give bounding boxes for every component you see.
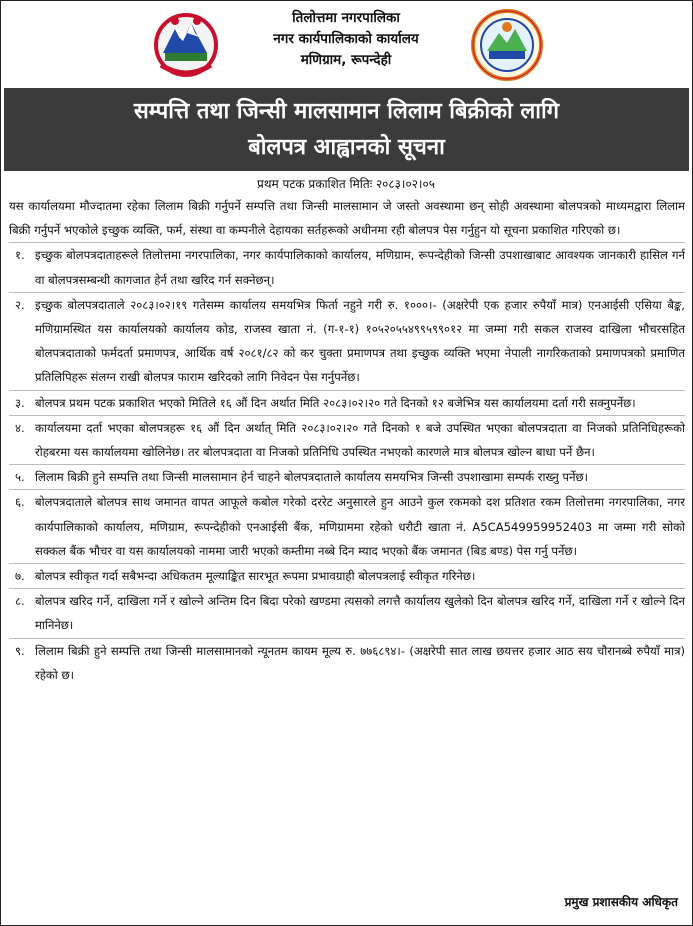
condition-item (9, 242, 685, 291)
signatory-title: प्रमुख प्रशासकीय अधिकृत (564, 895, 678, 909)
condition-text: कार्यालयमा दर्ता भएका बोलपत्रहरू १६ औं दिन अर्थात् मिति २०८३।०२।२० गते दिनको १ बजे उपस्थित भएका बोलपत्रदाता वा निजको प्रतिनिधिहरूको रोहबरमा यस कार्यालयमा खोलिनेछ। तर बोलपत्रदाता वा निजको प्रतिनिधि उपस्थित नभएको कारणले मात्र बोलपत्र खोल्न बाधा पर्ने छैन। (35, 420, 685, 460)
condition-list (9, 242, 685, 687)
condition-item (9, 292, 685, 390)
condition-number: २. (15, 297, 25, 312)
condition-text: इच्छुक बोलपत्रदाताहरूले तिलोत्तमा नगरपालिका, नगर कार्यपालिकाको कार्यालय, मणिग्राम, रूपन्देहीको जिन्सी उपशाखाबाट आवश्यक जानकारी हासिल गर्न वा बोलपत्रसम्बन्धी कागजात हेर्न तथा खरिद गर्न सक्नेछन्। (35, 248, 685, 287)
condition-text: बोलपत्रदाताले बोलपत्र साथ जमानत वापत आफूले कबोल गरेको दररेट अनुसारले हुन आउने कुल रकमको दश प्रतिशत रकम तिलोत्तमा नगरपालिका, नगर कार्यपालिकाको कार्यालय, मणिग्राम, रूपन्देहीको एनआईसी बैंक, मणिग्राममा रहेको धरौटी खाता नं. A5CA549959952403 मा जम्मा गरी सोको सक्कल बैंक भौचर वा यस कार्यालयको नाममा जारी भएको कम्तीमा नब्बे दिन म्याद भएको बैंक जमानत (बिड बण्ड) पेस गर्नु पर्नेछ। (35, 495, 685, 558)
org-line-3: मणिग्राम, रूपन्देही (300, 52, 392, 68)
condition-item (9, 563, 685, 588)
title-line-2: बोलपत्र आह्वानको सूचना (248, 134, 445, 160)
condition-text: बोलपत्र खरिद गर्ने, दाखिला गर्ने र खोल्ने अन्तिम दिन बिदा परेको खण्डमा त्यसको लगत्तै कार्यालय खुलेको दिन बोलपत्र खरिद गर्ने, दाखिला गर्ने र खोल्ने दिन मानिनेछ। (35, 594, 685, 633)
condition-number: ७. (15, 569, 25, 584)
nepal-emblem-logo (151, 7, 221, 83)
intro-paragraph: यस कार्यालयमा मौज्दातमा रहेका लिलाम बिक्री गर्नुपर्ने सम्पत्ति तथा जिन्सी मालसामान जे जस्तो अवस्थामा छन् सोही अवस्थामा बोलपत्रको माध्यमद्वारा लिलाम बिक्री गर्नुपर्ने भएकोले इच्छुक व्यक्ति, फर्म, संस्था वा कम्पनीले देहायका सर्तहरूको अधीनमा रही बोलपत्र पेस गर्नुहुन यो सूचना प्रकाशित गरिएको छ। (9, 199, 685, 238)
published-date: प्रथम पटक प्रकाशित मितिः २०८३।०२।०५ (257, 177, 435, 191)
condition-item (9, 638, 685, 687)
org-line-1: तिलोत्तमा नगरपालिका (292, 10, 400, 26)
org-line-2: नगर कार्यपालिकाको कार्यालय (273, 31, 419, 47)
condition-text: लिलाम बिक्री हुने सम्पत्ति तथा जिन्सी मालसामान हेर्न चाहने बोलपत्रदाताले कार्यालय समयभित्र जिन्सी उपशाखामा सम्पर्क राख्नु पर्नेछ। (35, 470, 589, 485)
condition-number: ३. (15, 395, 25, 410)
condition-item (9, 390, 685, 415)
notice-title-banner (4, 88, 689, 171)
condition-text: लिलाम बिक्री हुने सम्पत्ति तथा जिन्सी मालसामानको न्यूनतम कायम मूल्य रु. ७७६८९४।- (अक्षरेपी सात लाख छयत्तर हजार आठ सय चौरानब्बे रुपैयाँ मात्र) रहेको छ। (35, 643, 685, 682)
condition-item (9, 489, 685, 563)
condition-number: १. (15, 248, 25, 263)
condition-text: बोलपत्र प्रथम पटक प्रकाशित भएको मितिले १६ औं दिन अर्थात मिति २०८३।०२।२० गते दिनको १२ बजेभित्र यस कार्यालयमा दर्ता गरी सक्नुपर्नेछ। (35, 395, 636, 410)
condition-item (9, 415, 685, 464)
title-line-1: सम्पत्ति तथा जिन्सी मालसामान लिलाम बिक्रीको लागि (133, 98, 560, 124)
condition-number: ४. (15, 420, 25, 435)
condition-item (9, 588, 685, 637)
municipality-seal-logo (469, 7, 545, 83)
notice-header (1, 1, 691, 87)
organization-name (231, 8, 461, 71)
condition-text: इच्छुक बोलपत्रदाताले २०८३।०२।१९ गतेसम्म कार्यालय समयभित्र फिर्ता नहुने गरी रु. १०००।- (अक्षरेपी एक हजार रुपैयाँ मात्र) एनआईसी एसिया बैङ्क, मणिग्रामस्थित यस कार्यालयको कार्यालय कोड, राजस्व खाता नं. (ग-१-१) १०५२०५५४९९५९९०१२ मा जम्मा गरी सकल राजस्व दाखिला भौचरसहित बोलपत्रदाताको फर्मदर्ता प्रमाणपत्र, आर्थिक वर्ष २०८१/८२ को कर चुक्ता प्रमाणपत्र तथा इच्छुक व्यक्ति भएमा नेपाली नागरिकताको प्रमाणपत्रको प्रमाणित प्रतिलिपिहरू संलग्न राखी बोलपत्र फाराम खरिदको लागि निवेदन पेस गर्नुपर्नेछ। (35, 297, 685, 385)
condition-number: ६. (15, 495, 25, 510)
condition-number: ८. (15, 594, 25, 609)
condition-number: ५. (15, 470, 25, 485)
notice-body (9, 194, 685, 687)
condition-item (9, 464, 685, 489)
condition-number: ९. (15, 643, 25, 658)
condition-text: बोलपत्र स्वीकृत गर्दा सबैभन्दा अधिकतम मूल्याङ्कित सारभूत रूपमा प्रभावग्राही बोलपत्रलाई स्वीकृत गरिनेछ। (35, 569, 476, 584)
